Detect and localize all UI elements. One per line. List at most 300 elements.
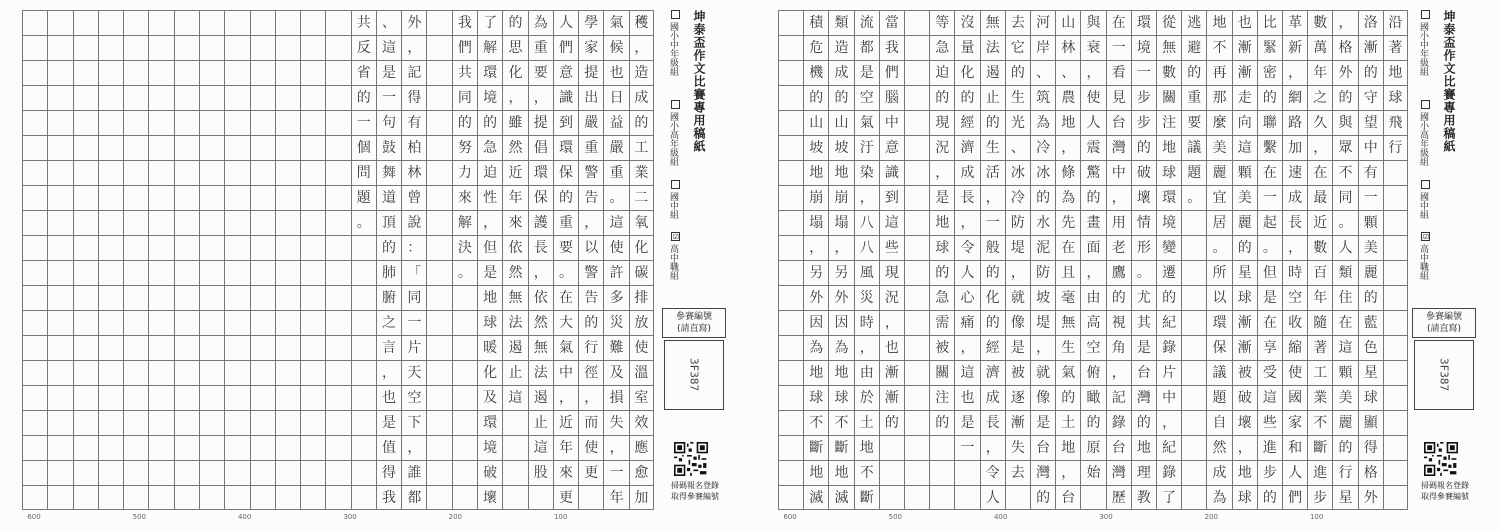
grid-cell xyxy=(904,360,929,385)
grid-cell: ， xyxy=(954,335,979,360)
grid-cell xyxy=(22,385,47,410)
grid-cell xyxy=(148,10,173,35)
grid-column xyxy=(803,10,828,510)
grid-cell: 人 xyxy=(954,260,979,285)
grid-column xyxy=(73,10,98,510)
grid-cell xyxy=(1383,385,1408,410)
grid-cell: 有 xyxy=(1358,160,1383,185)
grid-cell: 痛 xyxy=(954,310,979,335)
grid-cell: 在 xyxy=(1257,310,1282,335)
grid-cell: 斷 xyxy=(854,485,879,510)
grid-cell xyxy=(452,435,477,460)
grid-cell xyxy=(778,260,803,285)
grid-cell: 有 xyxy=(401,110,426,135)
category-option[interactable]: 國中組 xyxy=(664,180,680,219)
grid-cell: 是 xyxy=(929,185,954,210)
grid-cell: 危 xyxy=(803,35,828,60)
grid-cell: 令 xyxy=(980,460,1005,485)
grid-cell: 星 xyxy=(1358,360,1383,385)
checkbox-icon[interactable] xyxy=(671,10,680,19)
grid-cell xyxy=(123,260,148,285)
grid-cell: 來 xyxy=(502,210,527,235)
grid-cell: 災 xyxy=(603,310,628,335)
grid-cell: 眾 xyxy=(1332,135,1357,160)
grid-cell: 步 xyxy=(1257,460,1282,485)
grid-cell: 題 xyxy=(1181,160,1206,185)
grid-cell: ， xyxy=(854,185,879,210)
grid-cell: 下 xyxy=(401,410,426,435)
grid-cell xyxy=(250,35,275,60)
grid-cell xyxy=(47,385,72,410)
grid-cell: 成 xyxy=(980,385,1005,410)
grid-cell xyxy=(22,85,47,110)
grid-cell: 數 xyxy=(1307,235,1332,260)
grid-cell: 氧 xyxy=(629,210,654,235)
grid-cell: 染 xyxy=(854,160,879,185)
grid-cell: 其 xyxy=(1131,310,1156,335)
grid-cell: 依 xyxy=(528,285,553,310)
grid-cell: 議 xyxy=(1206,360,1231,385)
grid-cell xyxy=(300,210,325,235)
category-option[interactable]: 國小高年級組 xyxy=(1414,100,1430,166)
grid-cell xyxy=(73,485,98,510)
grid-cell: 了 xyxy=(1156,485,1181,510)
grid-cell: 類 xyxy=(828,10,853,35)
grid-cell: 重 xyxy=(528,35,553,60)
grid-cell xyxy=(98,210,123,235)
grid-cell: 法 xyxy=(528,360,553,385)
grid-cell: 時 xyxy=(854,310,879,335)
left-column-ruler xyxy=(22,513,654,525)
grid-cell: 錄 xyxy=(1156,335,1181,360)
grid-cell: 美 xyxy=(1206,135,1231,160)
grid-cell xyxy=(1383,285,1408,310)
grid-cell: 心 xyxy=(954,285,979,310)
grid-cell xyxy=(98,485,123,510)
grid-cell xyxy=(22,260,47,285)
grid-cell: 地 xyxy=(929,210,954,235)
grid-cell xyxy=(47,310,72,335)
grid-cell: 片 xyxy=(1156,360,1181,385)
checkbox-checked-icon[interactable]: ☑ xyxy=(672,233,680,241)
grid-cell: 滅 xyxy=(803,485,828,510)
ruler-tick-label: 100 xyxy=(1309,513,1324,521)
grid-cell xyxy=(123,160,148,185)
grid-cell: 些 xyxy=(879,235,904,260)
grid-cell: 的 xyxy=(1005,60,1030,85)
grid-cell: 愈 xyxy=(629,460,654,485)
grid-cell: 保 xyxy=(528,185,553,210)
grid-cell: 長 xyxy=(980,410,1005,435)
grid-cell: ， xyxy=(980,185,1005,210)
grid-cell: 是 xyxy=(1030,410,1055,435)
grid-cell: 業 xyxy=(1307,385,1332,410)
grid-cell: 地 xyxy=(1232,460,1257,485)
checkbox-icon[interactable] xyxy=(1421,100,1430,109)
grid-cell: 議 xyxy=(1181,135,1206,160)
grid-cell: 情 xyxy=(1131,210,1156,235)
grid-cell: 外 xyxy=(803,285,828,310)
grid-cell: 的 xyxy=(879,410,904,435)
grid-cell xyxy=(199,210,224,235)
grid-cell: 那 xyxy=(1206,85,1231,110)
grid-cell: 坡 xyxy=(803,135,828,160)
grid-column xyxy=(477,10,502,510)
grid-cell xyxy=(300,60,325,85)
grid-cell: 使 xyxy=(1282,360,1307,385)
grid-cell xyxy=(300,185,325,210)
grid-cell xyxy=(98,160,123,185)
grid-cell xyxy=(250,135,275,160)
grid-cell xyxy=(47,285,72,310)
right-column-ruler xyxy=(778,513,1410,525)
grid-cell: ： xyxy=(401,235,426,260)
grid-cell xyxy=(224,135,249,160)
checkbox-icon[interactable] xyxy=(1421,180,1430,189)
grid-cell: 漸 xyxy=(879,360,904,385)
grid-cell xyxy=(904,485,929,510)
grid-cell: ， xyxy=(401,435,426,460)
grid-cell: 穫 xyxy=(629,10,654,35)
grid-cell: 造 xyxy=(828,35,853,60)
grid-cell: 意 xyxy=(553,60,578,85)
grid-cell xyxy=(502,410,527,435)
grid-cell: 灣 xyxy=(1106,135,1131,160)
grid-cell xyxy=(904,210,929,235)
grid-cell: 我 xyxy=(452,10,477,35)
grid-cell xyxy=(174,160,199,185)
grid-cell: 誰 xyxy=(401,460,426,485)
qr-caption: 掃碼報名登錄 取得參賽編號 xyxy=(671,481,719,501)
grid-cell: 環 xyxy=(477,60,502,85)
grid-cell xyxy=(123,485,148,510)
grid-cell: 人 xyxy=(1080,110,1105,135)
grid-cell: 顆 xyxy=(1232,160,1257,185)
grid-cell: 比 xyxy=(1257,10,1282,35)
grid-cell xyxy=(1181,335,1206,360)
grid-cell: 之 xyxy=(376,310,401,335)
grid-cell: 的 xyxy=(1080,185,1105,210)
grid-cell xyxy=(250,285,275,310)
grid-cell: 台 xyxy=(1030,435,1055,460)
grid-cell: 重 xyxy=(578,135,603,160)
grid-cell xyxy=(778,360,803,385)
grid-cell: 著 xyxy=(1383,35,1408,60)
grid-cell: 值 xyxy=(376,435,401,460)
category-option[interactable]: ☑高中職組 xyxy=(668,233,680,280)
ruler-tick-label: 600 xyxy=(783,513,797,521)
grid-cell: 機 xyxy=(803,60,828,85)
grid-cell xyxy=(123,335,148,360)
grid-cell: 球 xyxy=(1232,485,1257,510)
grid-cell xyxy=(98,310,123,335)
grid-column xyxy=(351,10,376,510)
grid-cell: 然 xyxy=(502,260,527,285)
grid-cell: 境 xyxy=(477,85,502,110)
grid-cell xyxy=(275,435,300,460)
grid-cell: 久 xyxy=(1307,110,1332,135)
grid-cell xyxy=(73,35,98,60)
grid-column xyxy=(1181,10,1206,510)
grid-cell: 。 xyxy=(1131,260,1156,285)
grid-cell: 肺 xyxy=(376,260,401,285)
grid-cell xyxy=(904,85,929,110)
grid-cell xyxy=(224,110,249,135)
grid-cell: 岸 xyxy=(1030,35,1055,60)
grid-cell xyxy=(300,260,325,285)
grid-cell: 共 xyxy=(351,10,376,35)
grid-cell xyxy=(351,335,376,360)
grid-cell: 無 xyxy=(1055,310,1080,335)
grid-cell: 記 xyxy=(401,60,426,85)
grid-cell xyxy=(1181,310,1206,335)
grid-cell: 球 xyxy=(477,310,502,335)
grid-cell: 濟 xyxy=(954,135,979,160)
grid-cell: 境 xyxy=(477,435,502,460)
grid-cell: 般 xyxy=(980,235,1005,260)
grid-cell: ， xyxy=(1080,60,1105,85)
grid-cell xyxy=(275,285,300,310)
grid-cell xyxy=(426,60,451,85)
grid-column xyxy=(1080,10,1105,510)
grid-cell xyxy=(904,310,929,335)
grid-cell xyxy=(1383,460,1408,485)
grid-cell xyxy=(250,160,275,185)
grid-cell xyxy=(426,210,451,235)
grid-cell: 天 xyxy=(401,360,426,385)
grid-cell xyxy=(929,485,954,510)
grid-cell: 工 xyxy=(1307,360,1332,385)
grid-cell xyxy=(47,260,72,285)
grid-cell: ， xyxy=(980,435,1005,460)
grid-cell xyxy=(98,10,123,35)
grid-cell xyxy=(904,410,929,435)
grid-cell xyxy=(224,485,249,510)
grid-cell: 。 xyxy=(1257,235,1282,260)
grid-cell xyxy=(148,485,173,510)
grid-cell xyxy=(174,85,199,110)
checkbox-icon[interactable] xyxy=(1421,10,1430,19)
grid-cell: 法 xyxy=(980,35,1005,60)
grid-cell xyxy=(300,110,325,135)
grid-cell: 地 xyxy=(1131,435,1156,460)
grid-cell: ， xyxy=(803,235,828,260)
grid-cell: 但 xyxy=(1257,260,1282,285)
grid-cell: 然 xyxy=(502,135,527,160)
grid-cell: 土 xyxy=(854,410,879,435)
grid-cell: ， xyxy=(1106,185,1131,210)
ruler-tick-label: 300 xyxy=(1099,513,1113,521)
grid-cell xyxy=(123,135,148,160)
grid-cell: 年 xyxy=(553,435,578,460)
grid-cell xyxy=(123,385,148,410)
grid-cell xyxy=(73,335,98,360)
grid-cell xyxy=(22,10,47,35)
grid-cell: ， xyxy=(1055,460,1080,485)
grid-cell xyxy=(426,335,451,360)
grid-cell xyxy=(47,60,72,85)
grid-cell: 星 xyxy=(1332,485,1357,510)
grid-cell xyxy=(174,35,199,60)
grid-cell xyxy=(47,85,72,110)
grid-cell: ， xyxy=(1030,335,1055,360)
grid-cell: 為 xyxy=(1206,485,1231,510)
grid-cell: 空 xyxy=(401,385,426,410)
grid-cell: 的 xyxy=(1030,485,1055,510)
category-option[interactable]: 國小高年級組 xyxy=(664,100,680,166)
grid-cell: 中 xyxy=(1358,135,1383,160)
grid-cell: 台 xyxy=(1106,435,1131,460)
grid-column xyxy=(22,10,47,510)
grid-column xyxy=(1030,10,1055,510)
entry-number-box[interactable] xyxy=(1414,340,1474,410)
grid-cell xyxy=(73,435,98,460)
grid-column xyxy=(47,10,72,510)
grid-cell xyxy=(325,35,350,60)
grid-cell xyxy=(904,435,929,460)
grid-cell: 關 xyxy=(929,360,954,385)
grid-cell: 另 xyxy=(828,260,853,285)
grid-cell: 室 xyxy=(629,385,654,410)
grid-cell: 的 xyxy=(1232,235,1257,260)
grid-column xyxy=(603,10,628,510)
category-option[interactable]: 國小中年級組 xyxy=(664,10,680,76)
grid-cell: 出 xyxy=(578,85,603,110)
grid-cell: 防 xyxy=(1030,260,1055,285)
grid-cell xyxy=(148,260,173,285)
grid-cell: 漸 xyxy=(879,385,904,410)
grid-cell xyxy=(250,210,275,235)
grid-cell xyxy=(73,235,98,260)
grid-cell xyxy=(1181,385,1206,410)
grid-cell: 視 xyxy=(1106,310,1131,335)
checkbox-icon[interactable] xyxy=(671,180,680,189)
grid-cell: ， xyxy=(502,85,527,110)
grid-cell xyxy=(275,485,300,510)
checkbox-icon[interactable] xyxy=(671,100,680,109)
grid-cell xyxy=(148,85,173,110)
category-option[interactable]: 國中組 xyxy=(1414,180,1430,219)
grid-cell: 中 xyxy=(553,360,578,385)
grid-cell xyxy=(250,360,275,385)
grid-cell: 地 xyxy=(1383,60,1408,85)
grid-column xyxy=(629,10,654,510)
grid-column xyxy=(528,10,553,510)
grid-cell: 應 xyxy=(629,435,654,460)
grid-cell: ， xyxy=(1232,435,1257,460)
grid-cell: 要 xyxy=(1181,110,1206,135)
grid-cell: 放 xyxy=(629,310,654,335)
grid-cell: 路 xyxy=(1282,110,1307,135)
grid-cell: 遏 xyxy=(502,335,527,360)
grid-cell: ， xyxy=(1156,410,1181,435)
grid-cell xyxy=(250,235,275,260)
grid-cell xyxy=(778,185,803,210)
grid-cell: 近 xyxy=(1307,210,1332,235)
grid-cell: 到 xyxy=(553,110,578,135)
grid-cell xyxy=(174,60,199,85)
grid-cell: 頂 xyxy=(376,210,401,235)
right-sidebar xyxy=(1410,10,1500,520)
grid-cell: 這 xyxy=(528,435,553,460)
grid-cell: 是 xyxy=(1131,335,1156,360)
grid-cell: 逐 xyxy=(1005,385,1030,410)
grid-cell: ， xyxy=(376,360,401,385)
grid-cell: 冷 xyxy=(1030,135,1055,160)
grid-cell: 這 xyxy=(1332,335,1357,360)
grid-cell: 活 xyxy=(980,160,1005,185)
grid-cell: ， xyxy=(1005,260,1030,285)
grid-cell xyxy=(325,185,350,210)
grid-cell: 台 xyxy=(1055,485,1080,510)
grid-cell: 一 xyxy=(351,110,376,135)
grid-cell xyxy=(426,85,451,110)
grid-cell: 為 xyxy=(803,335,828,360)
grid-cell xyxy=(73,160,98,185)
grid-cell: 化 xyxy=(477,360,502,385)
grid-cell xyxy=(174,185,199,210)
grid-cell: 步 xyxy=(1131,85,1156,110)
grid-cell xyxy=(1181,485,1206,510)
grid-column xyxy=(325,10,350,510)
grid-cell: 隨 xyxy=(1307,310,1332,335)
grid-cell: 注 xyxy=(929,385,954,410)
grid-cell: 了 xyxy=(477,10,502,35)
grid-cell: 一 xyxy=(603,460,628,485)
grid-cell: 一 xyxy=(1131,60,1156,85)
grid-cell: 成 xyxy=(1282,185,1307,210)
grid-cell: 緊 xyxy=(1257,35,1282,60)
category-option[interactable]: 國小中年級組 xyxy=(1414,10,1430,76)
grid-column xyxy=(174,10,199,510)
grid-cell: ， xyxy=(879,310,904,335)
grid-cell: 更 xyxy=(578,460,603,485)
category-option[interactable]: ☑高中職組 xyxy=(1418,233,1430,280)
grid-cell xyxy=(199,85,224,110)
grid-cell xyxy=(778,110,803,135)
grid-cell: 不 xyxy=(1307,410,1332,435)
grid-cell xyxy=(904,110,929,135)
grid-cell: 被 xyxy=(929,335,954,360)
grid-cell: 且 xyxy=(1055,260,1080,285)
grid-cell: 記 xyxy=(1106,385,1131,410)
entry-number: 3F387 xyxy=(1437,358,1451,392)
grid-cell: 的 xyxy=(1257,485,1282,510)
checkbox-checked-icon[interactable]: ☑ xyxy=(1422,233,1430,241)
grid-cell xyxy=(22,135,47,160)
grid-cell: 球 xyxy=(1156,160,1181,185)
grid-cell xyxy=(778,10,803,35)
grid-cell xyxy=(1181,210,1206,235)
grid-cell xyxy=(1383,335,1408,360)
grid-cell xyxy=(1181,235,1206,260)
grid-cell xyxy=(224,335,249,360)
grid-cell xyxy=(452,285,477,310)
grid-cell: 一 xyxy=(401,310,426,335)
grid-cell xyxy=(174,435,199,460)
right-writing-grid xyxy=(778,10,1408,510)
grid-cell xyxy=(250,85,275,110)
grid-cell: 迫 xyxy=(929,60,954,85)
entry-number-box[interactable] xyxy=(664,340,724,410)
grid-cell: 的 xyxy=(1332,435,1357,460)
grid-cell: 二 xyxy=(629,185,654,210)
grid-cell: 破 xyxy=(1232,385,1257,410)
grid-cell: 止 xyxy=(502,360,527,385)
grid-cell: 舞 xyxy=(376,160,401,185)
grid-cell: 經 xyxy=(980,335,1005,360)
grid-cell xyxy=(275,235,300,260)
